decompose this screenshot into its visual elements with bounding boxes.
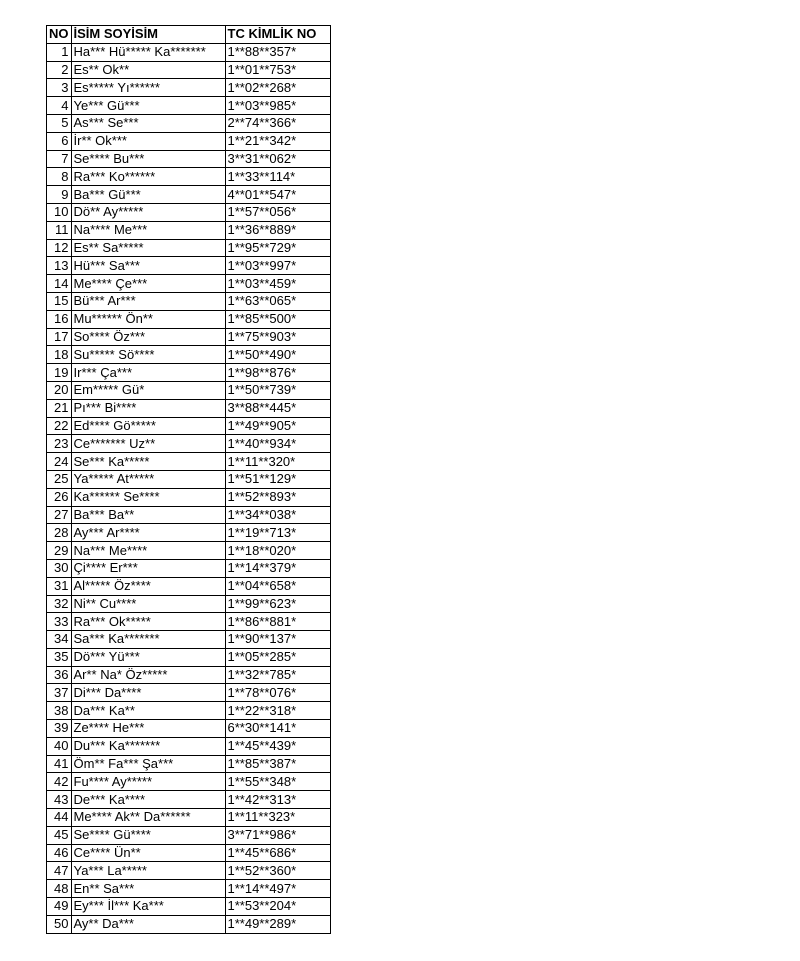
table-row (47, 809, 331, 827)
table-row (47, 862, 331, 880)
row-name-cell: Ed**** Gö***** (71, 417, 225, 435)
row-name-cell: Se*** Ka***** (71, 453, 225, 471)
row-no-cell: 18 (47, 346, 72, 364)
table-row (47, 737, 331, 755)
row-tc-cell: 1**14**379* (225, 559, 330, 577)
row-tc-cell: 1**45**439* (225, 737, 330, 755)
row-tc-cell: 1**02**268* (225, 79, 330, 97)
table-row (47, 381, 331, 399)
row-name-cell: Ba*** Gü*** (71, 186, 225, 204)
row-no-cell: 23 (47, 435, 72, 453)
table-row (47, 898, 331, 916)
row-tc-cell: 1**88**357* (225, 43, 330, 61)
row-tc-cell: 1**98**876* (225, 364, 330, 382)
row-name-cell: Ra*** Ok***** (71, 613, 225, 631)
table-row (47, 61, 331, 79)
table-row (47, 168, 331, 186)
row-name-cell: Na*** Me**** (71, 542, 225, 560)
row-tc-cell: 1**51**129* (225, 470, 330, 488)
row-tc-cell: 1**04**658* (225, 577, 330, 595)
row-tc-cell: 6**30**141* (225, 720, 330, 738)
row-name-cell: Se**** Bu*** (71, 150, 225, 168)
table-row (47, 114, 331, 132)
row-tc-cell: 1**03**997* (225, 257, 330, 275)
row-tc-cell: 1**53**204* (225, 898, 330, 916)
row-no-cell: 38 (47, 702, 72, 720)
table-row (47, 97, 331, 115)
row-name-cell: Çi**** Er*** (71, 559, 225, 577)
table-row (47, 915, 331, 933)
row-no-cell: 19 (47, 364, 72, 382)
header-row (47, 26, 331, 44)
row-tc-cell: 1**33**114* (225, 168, 330, 186)
header-no: NO (47, 26, 72, 44)
row-no-cell: 42 (47, 773, 72, 791)
table-row (47, 791, 331, 809)
table-row (47, 364, 331, 382)
row-no-cell: 7 (47, 150, 72, 168)
row-no-cell: 3 (47, 79, 72, 97)
row-tc-cell: 1**90**137* (225, 631, 330, 649)
row-name-cell: Ka****** Se**** (71, 488, 225, 506)
row-name-cell: Ra*** Ko****** (71, 168, 225, 186)
row-no-cell: 29 (47, 542, 72, 560)
row-name-cell: As*** Se*** (71, 114, 225, 132)
table-row (47, 755, 331, 773)
table-row (47, 595, 331, 613)
row-tc-cell: 1**42**313* (225, 791, 330, 809)
row-name-cell: Ay** Da*** (71, 915, 225, 933)
row-name-cell: Em***** Gü* (71, 381, 225, 399)
row-tc-cell: 1**03**459* (225, 275, 330, 293)
row-no-cell: 6 (47, 132, 72, 150)
row-name-cell: En** Sa*** (71, 880, 225, 898)
row-no-cell: 48 (47, 880, 72, 898)
table-row (47, 132, 331, 150)
row-name-cell: Mu****** Ön** (71, 310, 225, 328)
row-name-cell: Ay*** Ar**** (71, 524, 225, 542)
table-row (47, 399, 331, 417)
row-name-cell: Ya*** La***** (71, 862, 225, 880)
row-tc-cell: 1**50**739* (225, 381, 330, 399)
table-row (47, 310, 331, 328)
table-row (47, 417, 331, 435)
row-name-cell: Na**** Me*** (71, 221, 225, 239)
row-tc-cell: 1**40**934* (225, 435, 330, 453)
row-name-cell: Me**** Çe*** (71, 275, 225, 293)
records-table (46, 25, 331, 934)
row-name-cell: Fu**** Ay***** (71, 773, 225, 791)
row-tc-cell: 1**57**056* (225, 203, 330, 221)
row-tc-cell: 1**14**497* (225, 880, 330, 898)
row-name-cell: Bü*** Ar*** (71, 292, 225, 310)
row-name-cell: Ha*** Hü***** Ka******* (71, 43, 225, 61)
table-row (47, 488, 331, 506)
table-row (47, 648, 331, 666)
row-name-cell: Es** Ok** (71, 61, 225, 79)
row-no-cell: 10 (47, 203, 72, 221)
row-tc-cell: 1**03**985* (225, 97, 330, 115)
row-name-cell: Hü*** Sa*** (71, 257, 225, 275)
row-tc-cell: 1**78**076* (225, 684, 330, 702)
row-no-cell: 21 (47, 399, 72, 417)
row-name-cell: Dö** Ay***** (71, 203, 225, 221)
row-no-cell: 25 (47, 470, 72, 488)
row-name-cell: Me**** Ak** Da****** (71, 809, 225, 827)
row-no-cell: 49 (47, 898, 72, 916)
row-no-cell: 4 (47, 97, 72, 115)
table-row (47, 292, 331, 310)
table-row (47, 43, 331, 61)
row-tc-cell: 1**86**881* (225, 613, 330, 631)
row-no-cell: 44 (47, 809, 72, 827)
row-tc-cell: 1**11**323* (225, 809, 330, 827)
row-tc-cell: 1**75**903* (225, 328, 330, 346)
table-row (47, 506, 331, 524)
row-no-cell: 41 (47, 755, 72, 773)
row-no-cell: 26 (47, 488, 72, 506)
row-no-cell: 36 (47, 666, 72, 684)
table-row (47, 613, 331, 631)
row-tc-cell: 1**11**320* (225, 453, 330, 471)
row-no-cell: 20 (47, 381, 72, 399)
row-no-cell: 45 (47, 826, 72, 844)
table-row (47, 826, 331, 844)
row-name-cell: So**** Öz*** (71, 328, 225, 346)
row-name-cell: Ce******* Uz** (71, 435, 225, 453)
row-no-cell: 11 (47, 221, 72, 239)
row-no-cell: 43 (47, 791, 72, 809)
row-tc-cell: 1**52**893* (225, 488, 330, 506)
row-no-cell: 27 (47, 506, 72, 524)
row-tc-cell: 1**21**342* (225, 132, 330, 150)
row-no-cell: 2 (47, 61, 72, 79)
row-name-cell: Du*** Ka******* (71, 737, 225, 755)
table-row (47, 150, 331, 168)
row-tc-cell: 1**52**360* (225, 862, 330, 880)
row-name-cell: İr** Ok*** (71, 132, 225, 150)
row-name-cell: Ze**** He*** (71, 720, 225, 738)
table-row (47, 559, 331, 577)
table-row (47, 239, 331, 257)
row-name-cell: Dö*** Yü*** (71, 648, 225, 666)
row-no-cell: 12 (47, 239, 72, 257)
row-tc-cell: 1**99**623* (225, 595, 330, 613)
row-no-cell: 1 (47, 43, 72, 61)
row-name-cell: Ey*** İl*** Ka*** (71, 898, 225, 916)
header-tc: TC KİMLİK NO (225, 26, 330, 44)
row-name-cell: Ye*** Gü*** (71, 97, 225, 115)
row-no-cell: 32 (47, 595, 72, 613)
table-row (47, 773, 331, 791)
row-tc-cell: 3**31**062* (225, 150, 330, 168)
row-tc-cell: 1**18**020* (225, 542, 330, 560)
row-name-cell: Ir*** Ça*** (71, 364, 225, 382)
row-no-cell: 30 (47, 559, 72, 577)
row-no-cell: 46 (47, 844, 72, 862)
row-tc-cell: 3**88**445* (225, 399, 330, 417)
row-no-cell: 16 (47, 310, 72, 328)
table-row (47, 470, 331, 488)
header-name: İSİM SOYİSİM (71, 26, 225, 44)
row-name-cell: Da*** Ka** (71, 702, 225, 720)
table-row (47, 631, 331, 649)
row-no-cell: 50 (47, 915, 72, 933)
row-name-cell: Ar** Na* Öz***** (71, 666, 225, 684)
row-no-cell: 22 (47, 417, 72, 435)
row-tc-cell: 1**49**289* (225, 915, 330, 933)
table-row (47, 666, 331, 684)
table-row (47, 346, 331, 364)
table-row (47, 203, 331, 221)
table-row (47, 257, 331, 275)
table-row (47, 328, 331, 346)
row-no-cell: 9 (47, 186, 72, 204)
row-no-cell: 33 (47, 613, 72, 631)
table-row (47, 524, 331, 542)
row-name-cell: Al***** Öz**** (71, 577, 225, 595)
table-row (47, 453, 331, 471)
table-row (47, 844, 331, 862)
row-no-cell: 37 (47, 684, 72, 702)
row-name-cell: Ce**** Ün** (71, 844, 225, 862)
row-no-cell: 35 (47, 648, 72, 666)
row-tc-cell: 1**49**905* (225, 417, 330, 435)
row-name-cell: Ya***** At***** (71, 470, 225, 488)
row-no-cell: 40 (47, 737, 72, 755)
row-tc-cell: 1**01**753* (225, 61, 330, 79)
row-no-cell: 17 (47, 328, 72, 346)
row-tc-cell: 1**45**686* (225, 844, 330, 862)
row-name-cell: Öm** Fa*** Şa*** (71, 755, 225, 773)
row-tc-cell: 1**32**785* (225, 666, 330, 684)
row-name-cell: Ba*** Ba** (71, 506, 225, 524)
row-name-cell: Es***** Yı****** (71, 79, 225, 97)
row-name-cell: Pı*** Bi**** (71, 399, 225, 417)
table-body (47, 43, 331, 933)
row-tc-cell: 1**95**729* (225, 239, 330, 257)
table-row (47, 880, 331, 898)
row-tc-cell: 3**71**986* (225, 826, 330, 844)
table-row (47, 720, 331, 738)
row-tc-cell: 1**63**065* (225, 292, 330, 310)
row-tc-cell: 1**05**285* (225, 648, 330, 666)
table-row (47, 186, 331, 204)
row-no-cell: 47 (47, 862, 72, 880)
row-name-cell: Di*** Da**** (71, 684, 225, 702)
row-no-cell: 34 (47, 631, 72, 649)
row-tc-cell: 4**01**547* (225, 186, 330, 204)
table-row (47, 221, 331, 239)
row-name-cell: Sa*** Ka******* (71, 631, 225, 649)
table-row (47, 577, 331, 595)
row-name-cell: De*** Ka**** (71, 791, 225, 809)
row-name-cell: Ni** Cu**** (71, 595, 225, 613)
row-name-cell: Su***** Sö**** (71, 346, 225, 364)
row-tc-cell: 1**34**038* (225, 506, 330, 524)
table-row (47, 275, 331, 293)
row-no-cell: 8 (47, 168, 72, 186)
row-no-cell: 39 (47, 720, 72, 738)
row-tc-cell: 1**36**889* (225, 221, 330, 239)
table-row (47, 684, 331, 702)
row-tc-cell: 1**85**387* (225, 755, 330, 773)
table-row (47, 435, 331, 453)
row-no-cell: 13 (47, 257, 72, 275)
row-no-cell: 28 (47, 524, 72, 542)
table-row (47, 79, 331, 97)
row-no-cell: 24 (47, 453, 72, 471)
row-no-cell: 31 (47, 577, 72, 595)
row-no-cell: 15 (47, 292, 72, 310)
row-tc-cell: 2**74**366* (225, 114, 330, 132)
row-tc-cell: 1**19**713* (225, 524, 330, 542)
row-tc-cell: 1**55**348* (225, 773, 330, 791)
row-name-cell: Se**** Gü**** (71, 826, 225, 844)
table-row (47, 702, 331, 720)
row-tc-cell: 1**85**500* (225, 310, 330, 328)
row-tc-cell: 1**50**490* (225, 346, 330, 364)
row-no-cell: 5 (47, 114, 72, 132)
row-no-cell: 14 (47, 275, 72, 293)
row-tc-cell: 1**22**318* (225, 702, 330, 720)
row-name-cell: Es** Sa***** (71, 239, 225, 257)
table-row (47, 542, 331, 560)
